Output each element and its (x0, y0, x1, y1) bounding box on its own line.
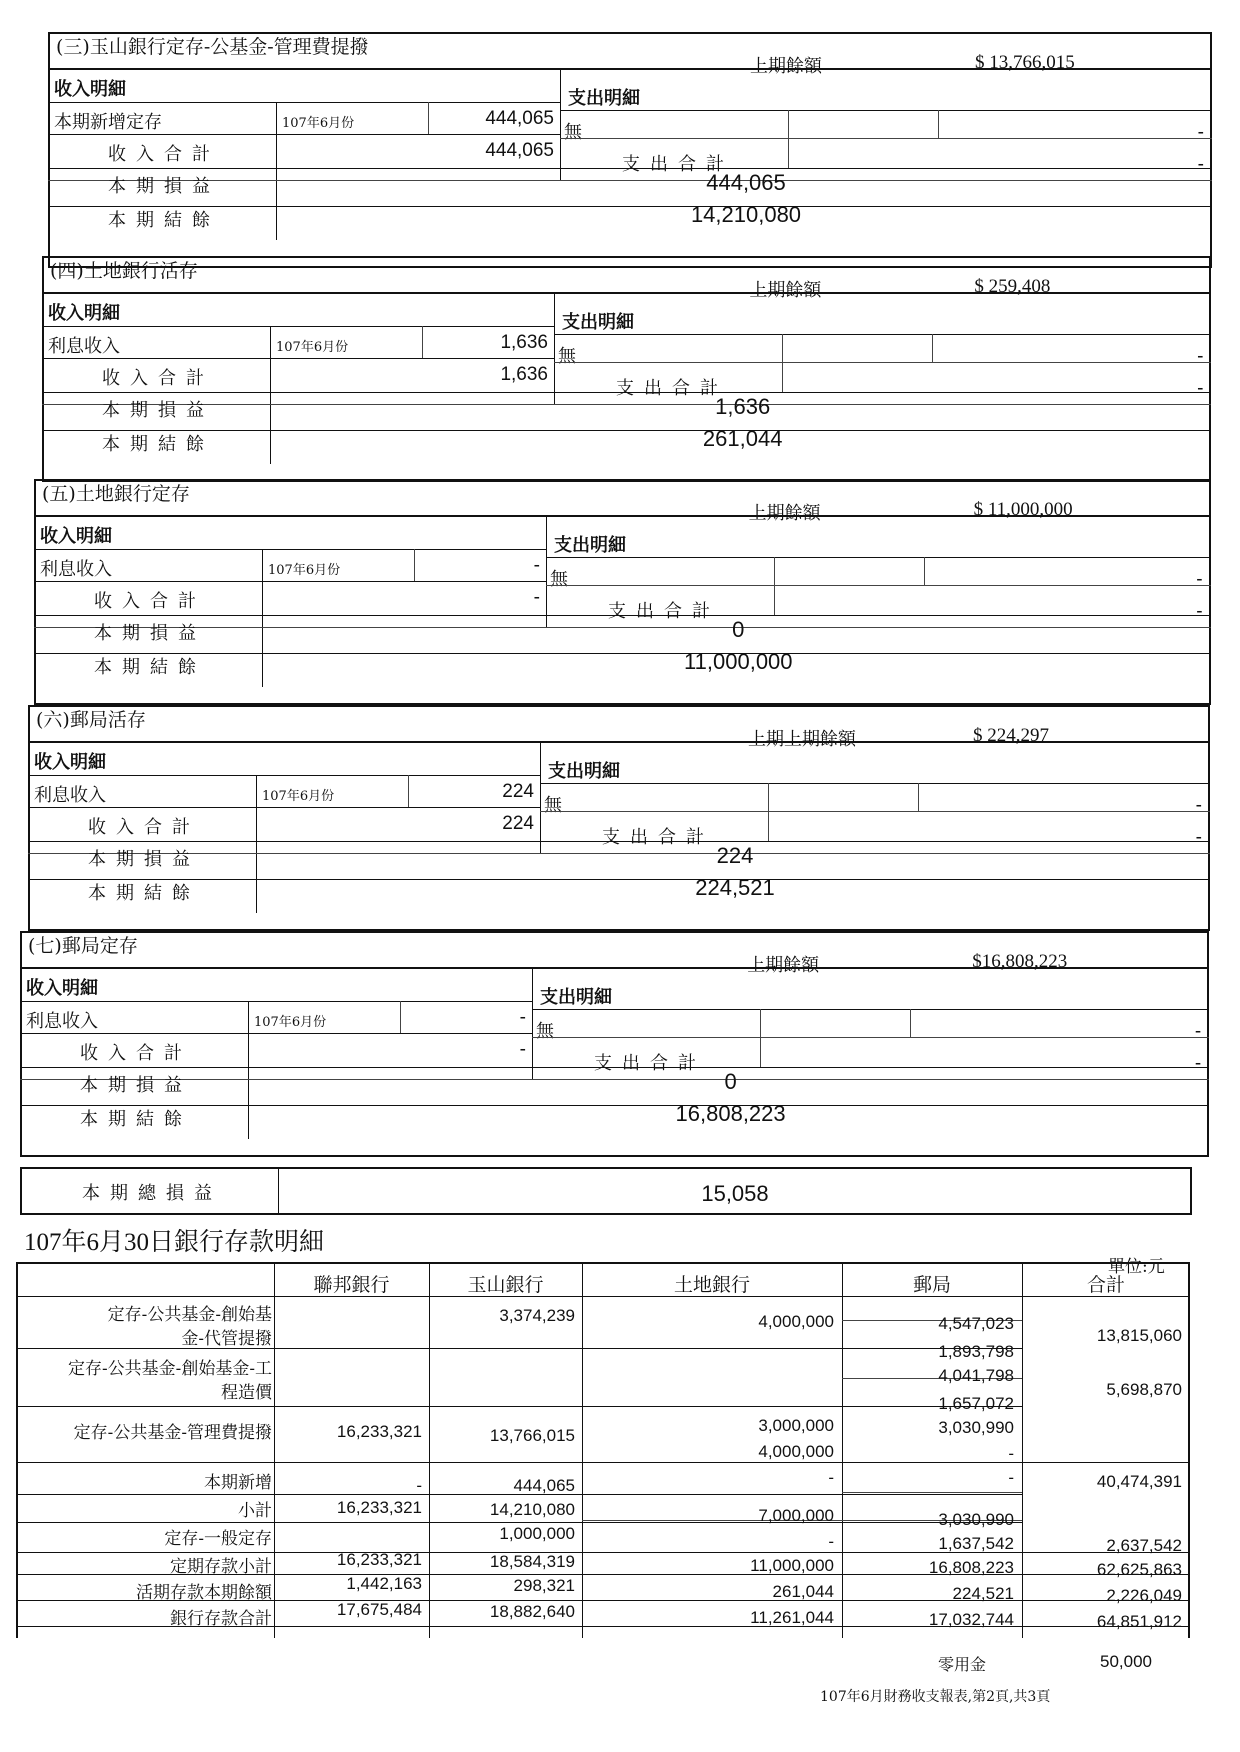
expense-total-label: 支出合計 (602, 827, 714, 848)
income-header: 收入明細 (54, 79, 126, 100)
r5-land: 11,000,000 (750, 1556, 834, 1575)
expense-item: 無 (558, 346, 576, 367)
expense-header: 支出明細 (562, 312, 634, 333)
header-total: 合計 (1086, 1274, 1125, 1296)
section-3 (48, 22, 1220, 258)
expense-item: 無 (544, 795, 562, 816)
prev-balance-label: 上期上期餘額 (748, 729, 856, 750)
r1-post-b: 1,893,798 (938, 1342, 1014, 1361)
page-footer: 107年6月財務收支報表,第2頁,共3頁 (820, 1689, 1051, 1705)
balance-value: 224,521 (695, 875, 775, 900)
r3-new-land: - (828, 1468, 834, 1487)
r2-label-a: 定存-公共基金-創始基金-工 (68, 1359, 272, 1378)
expense-total-dash: - (1197, 154, 1204, 175)
r3-land-b: 4,000,000 (758, 1442, 834, 1461)
income-amount: 224 (502, 781, 534, 802)
income-amount: 1,636 (500, 332, 548, 353)
expense-dash: - (1195, 795, 1202, 816)
r3-new-yushan: 444,065 (513, 1476, 575, 1495)
balance-value: 16,808,223 (675, 1101, 786, 1126)
r6-total: 2,226,049 (1106, 1586, 1182, 1605)
income-item: 本期新增定存 (54, 112, 162, 133)
expense-total-dash: - (1194, 1053, 1202, 1074)
income-total-label: 收入合計 (108, 144, 220, 165)
expense-total-dash: - (1197, 378, 1204, 399)
pl-value: 224 (716, 843, 754, 868)
section-4 (42, 246, 1219, 482)
income-header: 收入明細 (40, 526, 112, 547)
income-amount: - (519, 1007, 526, 1028)
expense-total-label: 支出合計 (594, 1053, 706, 1074)
r1-label-b: 金-代管提撥 (181, 1329, 272, 1348)
expense-item: 無 (536, 1021, 554, 1042)
expense-header: 支出明細 (554, 535, 626, 556)
pl-label: 本期損益 (94, 623, 206, 644)
income-item: 利息收入 (26, 1011, 98, 1032)
income-header: 收入明細 (48, 303, 120, 324)
balance-label: 本期結餘 (80, 1109, 192, 1130)
r7-post: 17,032,744 (928, 1610, 1014, 1629)
total-pl-row (20, 1167, 1192, 1215)
prev-balance-label: 上期餘額 (748, 503, 821, 524)
deposits-title: 107年6月30日銀行存款明細 (24, 1229, 325, 1256)
section-6 (28, 695, 1218, 931)
r7-label: 銀行存款合計 (170, 1609, 272, 1628)
balance-value: 11,000,000 (684, 649, 793, 674)
income-item: 利息收入 (34, 785, 106, 806)
r3-post: 3,030,990 (938, 1418, 1014, 1437)
income-amount: - (533, 555, 540, 576)
r3-lianbang: 16,233,321 (336, 1422, 422, 1441)
income-item: 利息收入 (40, 559, 112, 580)
r2-label-b: 程造價 (221, 1383, 272, 1402)
r4-yushan: 1,000,000 (499, 1524, 575, 1543)
expense-total-label: 支出合計 (608, 601, 720, 622)
total-pl-label: 本期總損益 (82, 1183, 222, 1204)
r3-sub-total: 40,474,391 (1096, 1472, 1182, 1491)
section-title: (三)玉山銀行定存-公基金-管理費提撥 (56, 36, 369, 58)
r5-label: 定期存款小計 (170, 1557, 272, 1576)
income-month: 107年6月份 (268, 563, 341, 578)
section-title: (五)土地銀行定存 (42, 483, 190, 505)
r3-land-a: 3,000,000 (758, 1416, 834, 1435)
total-pl-value: 15,058 (701, 1181, 769, 1206)
deposits-unit: 單位:元 (1108, 1257, 1165, 1277)
r1-total: 13,815,060 (1096, 1326, 1182, 1345)
balance-label: 本期結餘 (102, 434, 214, 455)
r4-label: 定存-一般定存 (164, 1529, 272, 1548)
pl-value: 444,065 (706, 170, 786, 195)
expense-item: 無 (550, 569, 568, 590)
pl-label: 本期損益 (88, 849, 200, 870)
income-month: 107年6月份 (254, 1015, 327, 1030)
income-total: 444,065 (485, 140, 554, 161)
r5-yushan: 18,584,319 (489, 1552, 575, 1571)
r6-post: 224,521 (952, 1584, 1014, 1603)
r7-total: 64,851,912 (1096, 1612, 1182, 1631)
prev-balance-amount: $16,808,223 (972, 951, 1068, 972)
expense-total-dash: - (1195, 827, 1202, 848)
balance-value: 261,044 (702, 426, 783, 451)
balance-label: 本期結餘 (88, 883, 200, 904)
pl-label: 本期損益 (102, 400, 214, 421)
income-total: 1,636 (500, 364, 548, 385)
pl-label: 本期損益 (80, 1075, 192, 1096)
prev-balance-amount: $ 224,297 (973, 725, 1049, 746)
income-amount: 444,065 (485, 108, 554, 129)
prev-balance-amount: $ 13,766,015 (975, 52, 1075, 73)
income-total: 224 (502, 813, 534, 834)
r3-new-label: 本期新增 (204, 1473, 272, 1492)
r5-lianbang: 16,233,321 (336, 1550, 422, 1569)
r5-post: 16,808,223 (928, 1558, 1014, 1577)
income-item: 利息收入 (48, 336, 120, 357)
r2-post-a: 4,041,798 (938, 1366, 1014, 1385)
r2-total: 5,698,870 (1106, 1380, 1182, 1399)
r1-land: 4,000,000 (758, 1312, 834, 1331)
income-total-label: 收入合計 (94, 591, 206, 612)
r7-lianbang: 17,675,484 (336, 1600, 422, 1619)
petty-cash-label: 零用金 (938, 1655, 987, 1674)
header-land: 土地銀行 (673, 1274, 750, 1296)
expense-header: 支出明細 (568, 88, 640, 109)
pl-label: 本期損益 (108, 176, 220, 197)
r1-label-a: 定存-公共基金-創始基 (107, 1305, 272, 1324)
expense-dash: - (1196, 569, 1203, 590)
balance-label: 本期結餘 (94, 657, 206, 678)
r3-label: 定存-公共基金-管理費提撥 (73, 1423, 272, 1442)
income-month: 107年6月份 (262, 789, 335, 804)
balance-value: 14,210,080 (690, 202, 802, 227)
header-yushan: 玉山銀行 (467, 1274, 544, 1296)
prev-balance-label: 上期餘額 (747, 955, 820, 976)
income-total: - (519, 1039, 526, 1060)
r6-land: 261,044 (772, 1582, 834, 1601)
expense-total-dash: - (1196, 601, 1203, 622)
income-total-label: 收入合計 (88, 817, 200, 838)
expense-dash: - (1197, 122, 1204, 143)
pl-value: 1,636 (715, 394, 771, 419)
r5-total: 62,625,863 (1096, 1560, 1182, 1579)
header-lianbang: 聯邦銀行 (313, 1274, 390, 1296)
r4-total: 2,637,542 (1106, 1536, 1182, 1555)
pl-value: 0 (732, 617, 745, 642)
income-total-label: 收入合計 (102, 368, 214, 389)
deposits-table (16, 1262, 1190, 1638)
r3-sub-lianbang: 16,233,321 (336, 1498, 422, 1517)
expense-header: 支出明細 (540, 987, 612, 1008)
r7-yushan: 18,882,640 (489, 1602, 575, 1621)
r3-new-post-b: - (1008, 1468, 1014, 1487)
expense-total-label: 支出合計 (616, 378, 728, 399)
r7-land: 11,261,044 (750, 1608, 834, 1627)
r6-label: 活期存款本期餘額 (136, 1583, 272, 1602)
r4-land: - (828, 1532, 834, 1551)
income-header: 收入明細 (26, 978, 98, 999)
income-month: 107年6月份 (276, 340, 349, 355)
income-total-label: 收入合計 (80, 1043, 192, 1064)
expense-dash: - (1194, 1021, 1202, 1042)
r1-post-a: 4,547,023 (938, 1314, 1014, 1333)
section-title: (四)土地銀行活存 (50, 260, 198, 282)
prev-balance-label: 上期餘額 (749, 280, 822, 301)
r3-sub-label: 小計 (238, 1501, 272, 1520)
r3-yushan: 13,766,015 (489, 1426, 575, 1445)
header-post: 郵局 (912, 1274, 951, 1296)
expense-item: 無 (564, 122, 582, 143)
expense-dash: - (1197, 346, 1204, 367)
prev-balance-amount: $ 259,408 (974, 276, 1051, 297)
prev-balance-label: 上期餘額 (750, 56, 822, 77)
r3-sub-post: 3,030,990 (938, 1510, 1014, 1529)
section-5 (34, 469, 1219, 705)
section-title: (七)郵局定存 (28, 935, 138, 957)
r6-lianbang: 1,442,163 (346, 1574, 422, 1593)
r3-new-lianbang: - (416, 1476, 422, 1495)
r4-post: 1,637,542 (938, 1534, 1014, 1553)
r3-sub-land: 7,000,000 (758, 1506, 834, 1525)
prev-balance-amount: $ 11,000,000 (973, 499, 1073, 520)
r2-post-b: 1,657,072 (938, 1394, 1014, 1413)
r3-sub-yushan: 14,210,080 (489, 1500, 575, 1519)
r6-yushan: 298,321 (513, 1576, 575, 1595)
income-total: - (533, 587, 540, 608)
r3-new-post-a: - (1008, 1444, 1014, 1463)
section-7 (20, 921, 1217, 1157)
balance-label: 本期結餘 (108, 210, 220, 231)
expense-header: 支出明細 (548, 761, 620, 782)
expense-total-label: 支出合計 (622, 154, 734, 175)
petty-cash-value: 50,000 (1100, 1652, 1152, 1671)
income-month: 107年6月份 (282, 116, 355, 131)
r1-yushan: 3,374,239 (499, 1306, 575, 1325)
section-title: (六)郵局活存 (36, 709, 146, 731)
income-header: 收入明細 (34, 752, 106, 773)
pl-value: 0 (724, 1069, 737, 1094)
